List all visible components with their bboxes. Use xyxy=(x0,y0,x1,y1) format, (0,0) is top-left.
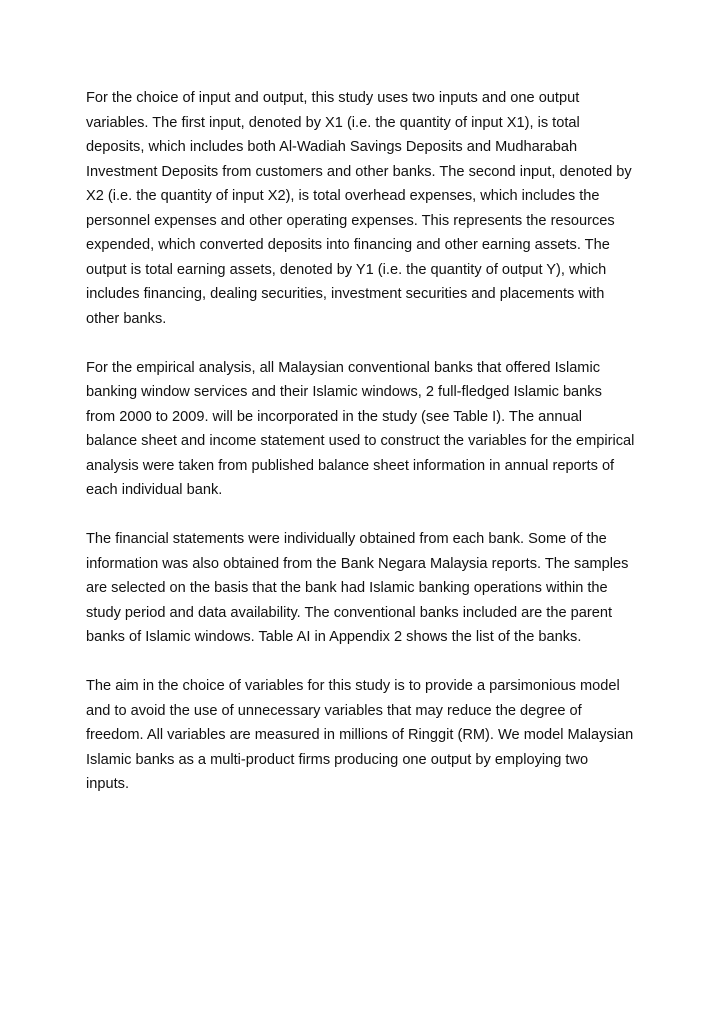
text-line: expended, which converted deposits into financing and other earning assets. The xyxy=(86,237,610,253)
text-line: For the empirical analysis, all Malaysian conventional banks that offered Islamic xyxy=(86,359,601,376)
text-line: For the choice of input and output, this study uses two inputs and one output xyxy=(86,90,580,106)
text-line: deposits, which includes both Al-Wadiah Savings Deposits and Mudharabah xyxy=(86,139,578,155)
text-line: are selected on the basis that the bank had Islamic banking operations within the xyxy=(86,580,608,596)
text-line: balance sheet and income statement used to construct the variables for the empirical xyxy=(86,433,635,449)
text-line: study period and data availability. The conventional banks included are the parent xyxy=(86,604,612,621)
text-line: X2 (i.e. the quantity of input X2), is total overhead expenses, which includes the xyxy=(86,188,600,204)
paragraph-choice-of-variables xyxy=(86,674,648,797)
text-line: analysis were taken from published balance sheet information in annual reports of xyxy=(86,457,615,474)
text-line: The financial statements were individually obtained from each bank. Some of the xyxy=(86,531,607,547)
text-line: personnel expenses and other operating expenses. This represents the resources xyxy=(86,212,615,229)
paragraph-inputs-outputs xyxy=(86,86,648,331)
text-line: from 2000 to 2009. will be incorporated in the study (see Table I). The annual xyxy=(86,408,582,425)
text-line: output is total earning assets, denoted by Y1 (i.e. the quantity of output Y), which xyxy=(86,261,607,278)
text-line: freedom. All variables are measured in millions of Ringgit (RM). We model Malaysian xyxy=(86,727,634,743)
text-line: The aim in the choice of variables for this study is to provide a parsimonious model xyxy=(86,678,620,694)
text-line: banks of Islamic windows. Table AI in Appendix 2 shows the list of the banks. xyxy=(86,629,582,645)
paragraph-financial-statements xyxy=(86,527,648,650)
text-line: banking window services and their Islamic windows, 2 full-fledged Islamic banks xyxy=(86,384,602,400)
text-line: information was also obtained from the Bank Negara Malaysia reports. The samples xyxy=(86,555,629,572)
paragraph-empirical-analysis xyxy=(86,356,648,503)
text-line: each individual bank. xyxy=(86,482,223,498)
text-line: includes financing, dealing securities, investment securities and placements with xyxy=(86,286,605,302)
text-line: variables. The first input, denoted by X1 (i.e. the quantity of input X1), is total xyxy=(86,114,580,131)
document-body xyxy=(86,86,648,797)
text-line: and to avoid the use of unnecessary variables that may reduce the degree of xyxy=(86,702,582,719)
text-line: other banks. xyxy=(86,310,167,327)
text-line: Investment Deposits from customers and other banks. The second input, denoted by xyxy=(86,163,632,180)
text-line: Islamic banks as a multi-product firms producing one output by employing two xyxy=(86,751,589,768)
text-line: inputs. xyxy=(86,776,129,792)
